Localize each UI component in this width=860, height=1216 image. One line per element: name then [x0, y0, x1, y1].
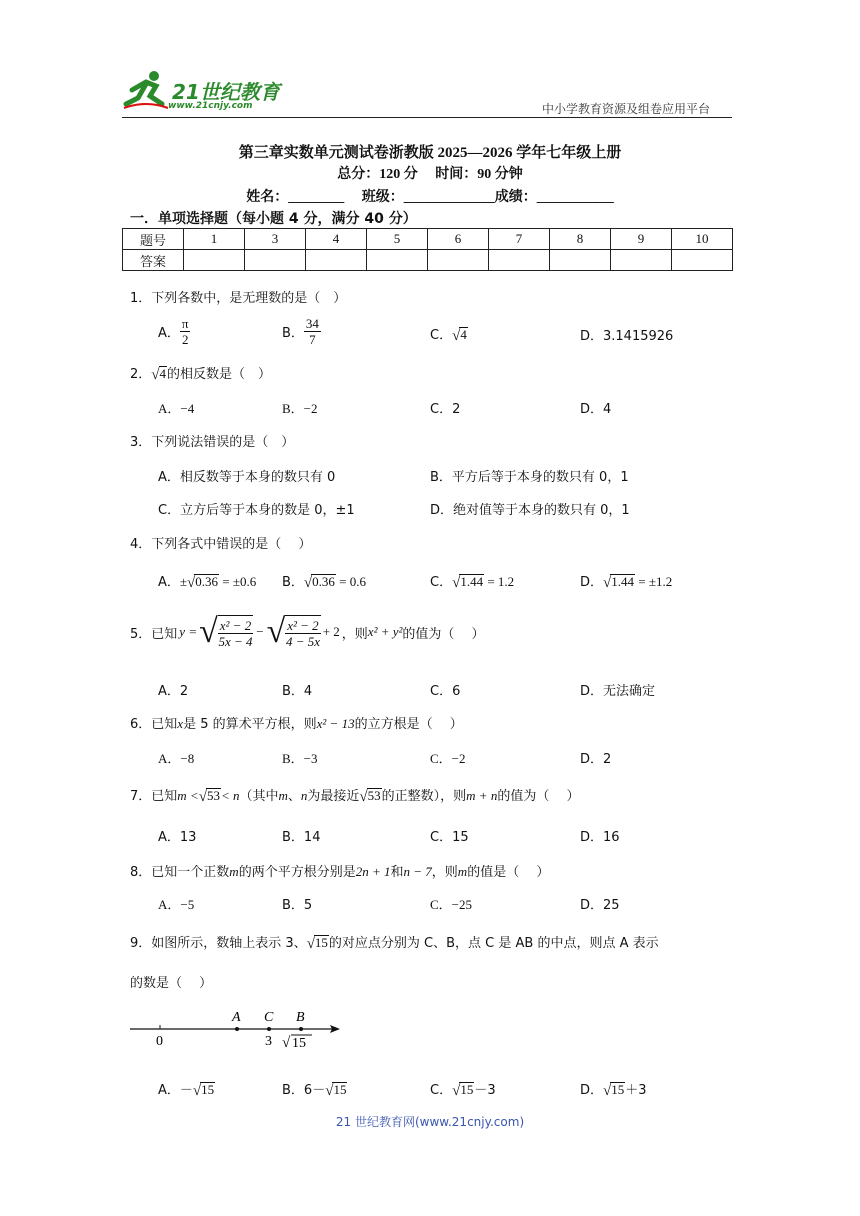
- sqrt: √15: [603, 1082, 625, 1099]
- radicand: 53: [367, 788, 381, 803]
- expression: x² − 13: [316, 716, 355, 731]
- question-stem: 已知: [151, 717, 178, 732]
- option-b: B．−3: [282, 751, 318, 766]
- question-2: [130, 363, 271, 384]
- question-number: 4．: [130, 537, 152, 552]
- option-c: C．2: [430, 402, 461, 417]
- table-cell: 4: [306, 229, 367, 250]
- y-var: y =: [179, 624, 198, 639]
- option-a: [158, 571, 256, 592]
- option-label: B．6－: [282, 1083, 326, 1098]
- minus-sign: −: [256, 624, 264, 639]
- option-label: C．: [430, 575, 453, 590]
- option-label: A．－: [158, 1083, 193, 1098]
- question-stem: ，则: [431, 865, 458, 880]
- rhs: = ±1.2: [635, 574, 673, 589]
- option-d: D．无法确定: [580, 684, 656, 699]
- question-4: [130, 533, 311, 552]
- question-stem: 的值是（ ）: [467, 865, 550, 880]
- table-row: [123, 229, 733, 250]
- question-1: [130, 287, 346, 306]
- option-b: [282, 1079, 347, 1100]
- numerator: x² − 2: [219, 618, 252, 633]
- answer-input-cell[interactable]: [245, 250, 306, 271]
- sqrt: √53: [198, 788, 220, 805]
- label-zero: 0: [156, 1034, 163, 1049]
- option-d: [580, 1079, 647, 1100]
- question-number: 8．: [130, 865, 152, 880]
- expression: x² + y²: [367, 624, 403, 639]
- option-a: A．−5: [158, 897, 195, 912]
- option-a: A．相反数等于本身的数只有 0: [158, 470, 336, 485]
- option-label: B．: [282, 575, 304, 590]
- question-stem: 的值为（ ）: [497, 789, 580, 804]
- question-stem: 如图所示，数轴上表示 3、: [151, 936, 307, 951]
- rhs: = ±0.6: [219, 574, 257, 589]
- question-stem: 的对应点分别为 C、B，点 C 是 AB 的中点，则点 A 表示: [328, 936, 659, 951]
- radicand: 15: [460, 1082, 474, 1097]
- radicand: 15: [201, 1082, 215, 1097]
- radicand: 1.44: [460, 574, 484, 589]
- table-cell: 5: [367, 229, 428, 250]
- plus-minus: ±: [179, 574, 188, 589]
- answer-input-cell[interactable]: [550, 250, 611, 271]
- question-9-line2: 的数是（ ）: [130, 976, 213, 991]
- m-var: m: [278, 788, 288, 803]
- sqrt: √0.36: [187, 574, 219, 591]
- question-stem: 已知: [151, 626, 178, 642]
- sqrt: √1.44: [452, 574, 484, 591]
- option-b: B．4: [282, 684, 313, 699]
- radicand: 15: [611, 1082, 625, 1097]
- radicand: 53: [206, 788, 220, 803]
- label-sqrt-sign: √: [282, 1035, 291, 1051]
- radicand: 4: [460, 327, 467, 342]
- question-stem: 下列说法错误的是（ ）: [151, 435, 295, 450]
- question-number: 6．: [130, 717, 152, 732]
- option-b: B．14: [282, 830, 321, 845]
- option-label: A．: [158, 326, 180, 341]
- denominator: 2: [181, 332, 189, 347]
- question-8: [130, 861, 549, 880]
- question-stem: 和: [390, 865, 404, 880]
- m-var: m: [457, 864, 468, 879]
- question-number: 2．: [130, 367, 152, 382]
- sqrt: √15: [325, 1082, 347, 1099]
- sqrt-fraction-1: √ $\frac{\text{x² − 2}}{5x - 4}$: [199, 613, 253, 650]
- option-c: C．15: [430, 830, 469, 845]
- option-b: [282, 571, 366, 592]
- student-info: 姓名：________ 班级：_____________成绩：___________: [246, 190, 614, 205]
- answer-input-cell[interactable]: [611, 250, 672, 271]
- runner-logo-icon: [122, 70, 170, 110]
- option-d: D．绝对值等于本身的数只有 0，1: [430, 503, 630, 518]
- radicand: 1.44: [611, 574, 634, 589]
- header-divider: [122, 117, 732, 118]
- table-cell: 1: [184, 229, 245, 250]
- expression: 2n + 1: [355, 864, 391, 879]
- radicand: 4: [159, 366, 167, 381]
- label-three: 3: [265, 1034, 272, 1049]
- option-c: C．−25: [430, 897, 473, 912]
- answer-input-cell[interactable]: [672, 250, 733, 271]
- sqrt: √15: [306, 935, 328, 952]
- fraction: [304, 316, 321, 347]
- question-stem: 的立方根是（ ）: [354, 717, 463, 732]
- question-stem: （其中: [239, 789, 279, 804]
- option-a: A．−4: [158, 401, 195, 416]
- option-b: B．5: [282, 898, 313, 913]
- denominator: 5x − 4: [218, 634, 253, 649]
- table-cell: 9: [611, 229, 672, 250]
- option-c: [430, 571, 514, 592]
- answer-input-cell[interactable]: [184, 250, 245, 271]
- question-stem: 的两个平方根分别是: [238, 865, 356, 880]
- question-3: [130, 431, 294, 450]
- denominator: 7: [309, 332, 316, 347]
- option-label: C．: [430, 1083, 453, 1098]
- answer-input-cell[interactable]: [489, 250, 550, 271]
- sqrt-fraction-2: √ $\frac{\text{x² − 2}}{4 - 5x}$: [266, 613, 320, 650]
- table-cell: 题号: [123, 229, 184, 250]
- point-b: [299, 1027, 303, 1031]
- sqrt: √53: [359, 788, 381, 805]
- label-a: A: [232, 1010, 241, 1025]
- option-label: B．: [282, 326, 304, 341]
- option-a: A．2: [158, 684, 189, 699]
- option-d: D．3.1415926: [580, 329, 674, 344]
- n-var: n: [300, 788, 308, 803]
- option-d: D．25: [580, 898, 620, 913]
- logo: [122, 70, 292, 114]
- option-a: [158, 1079, 215, 1100]
- sqrt: √4: [151, 366, 167, 383]
- numerator: x² − 2: [287, 618, 319, 633]
- answer-input-cell[interactable]: [306, 250, 367, 271]
- question-stem: 的正整数），则: [381, 789, 467, 804]
- sqrt: √15: [192, 1082, 215, 1099]
- option-d: [580, 571, 672, 592]
- question-stem: 下列各数中，是无理数的是（ ）: [151, 291, 347, 306]
- question-number: 3．: [130, 435, 152, 450]
- question-stem: ，则: [341, 626, 368, 642]
- radicand: 15: [314, 935, 328, 950]
- sqrt: √4: [452, 327, 467, 344]
- point-a: [235, 1027, 239, 1031]
- section-title: 一．单项选择题（每小题 4 分，满分 40 分）: [130, 211, 417, 227]
- option-d: D．2: [580, 752, 612, 767]
- table-cell: 8: [550, 229, 611, 250]
- sqrt: √0.36: [303, 574, 335, 591]
- platform-label: 中小学教育资源及组卷应用平台: [542, 102, 711, 116]
- option-d: D．16: [580, 830, 620, 845]
- question-number: 9．: [130, 936, 152, 951]
- question-5: [130, 615, 485, 649]
- separator: 、: [287, 789, 301, 804]
- point-c: [267, 1027, 271, 1031]
- question-stem: 是 5 的算术平方根，则: [183, 717, 317, 732]
- score-time: 总分：120 分 时间：90 分钟: [337, 167, 523, 182]
- number-line-figure: [128, 1005, 348, 1055]
- answer-input-cell[interactable]: [428, 250, 489, 271]
- option-c: C．立方后等于本身的数是 0，±1: [158, 503, 355, 518]
- table-cell: 10: [672, 229, 733, 250]
- m-var: m: [229, 864, 239, 879]
- logo-brand: 21世纪教育: [172, 80, 280, 104]
- numerator: π: [181, 316, 189, 331]
- denominator: 4 − 5x: [285, 634, 320, 649]
- option-label: D．: [580, 575, 604, 590]
- question-stem: 为最接近: [307, 789, 360, 804]
- option-b: B．平方后等于本身的数只有 0，1: [430, 470, 629, 485]
- plus-two: + 2: [322, 624, 340, 639]
- option-a: [158, 316, 190, 347]
- m-var: m <: [177, 788, 199, 803]
- radicand: 0.36: [312, 574, 335, 589]
- option-label: C．: [430, 328, 453, 343]
- option-c: [430, 1079, 496, 1100]
- sqrt: √1.44: [603, 574, 634, 591]
- radicand: 15: [333, 1082, 347, 1097]
- fraction: [180, 316, 191, 347]
- option-c: C．−2: [430, 751, 466, 766]
- expression: n − 7: [403, 864, 432, 879]
- option-tail: －3: [474, 1083, 496, 1098]
- expression: m + n: [466, 788, 498, 803]
- question-number: 7．: [130, 789, 152, 804]
- sqrt: √15: [452, 1082, 474, 1099]
- table-cell: 答案: [123, 250, 184, 271]
- label-c: C: [264, 1010, 274, 1025]
- table-row: [123, 250, 733, 271]
- question-stem: 已知一个正数: [151, 865, 230, 880]
- question-number: 5．: [130, 626, 152, 642]
- option-a: A．13: [158, 830, 197, 845]
- answer-table: [122, 228, 733, 271]
- radicand: 0.36: [195, 574, 219, 589]
- question-stem: 下列各式中错误的是（ ）: [151, 537, 312, 552]
- question-stem: 的相反数是（ ）: [167, 367, 272, 382]
- option-a: A．−8: [158, 751, 195, 766]
- rhs: = 0.6: [335, 574, 366, 589]
- question-stem: 已知: [151, 789, 178, 804]
- exam-title: 第三章实数单元测试卷浙教版 2025—2026 学年七年级上册: [238, 145, 622, 161]
- option-c: [430, 324, 468, 345]
- label-sqrt15: 15: [292, 1036, 306, 1051]
- option-label: D．: [580, 1083, 604, 1098]
- question-stem: 的值为（ ）: [402, 626, 485, 642]
- rhs: = 1.2: [484, 574, 515, 589]
- question-9: [130, 932, 659, 953]
- option-b: [282, 316, 321, 347]
- question-6: [130, 713, 463, 732]
- option-label: A．: [158, 575, 180, 590]
- table-cell: 7: [489, 229, 550, 250]
- footer-link[interactable]: 21 世纪教育网(www.21cnjy.com): [335, 1115, 525, 1129]
- table-cell: 6: [428, 229, 489, 250]
- option-tail: ＋3: [625, 1083, 647, 1098]
- question-7: [130, 785, 579, 806]
- option-c: C．6: [430, 684, 461, 699]
- answer-input-cell[interactable]: [367, 250, 428, 271]
- label-b: B: [296, 1010, 305, 1025]
- question-number: 1．: [130, 291, 152, 306]
- n-var: < n: [220, 788, 240, 803]
- logo-url: www.21cnjy.com: [168, 101, 253, 111]
- table-cell: 3: [245, 229, 306, 250]
- option-b: B．−2: [282, 401, 318, 416]
- numerator: 34: [305, 316, 319, 331]
- x-var: x: [177, 716, 184, 731]
- option-d: D．4: [580, 402, 612, 417]
